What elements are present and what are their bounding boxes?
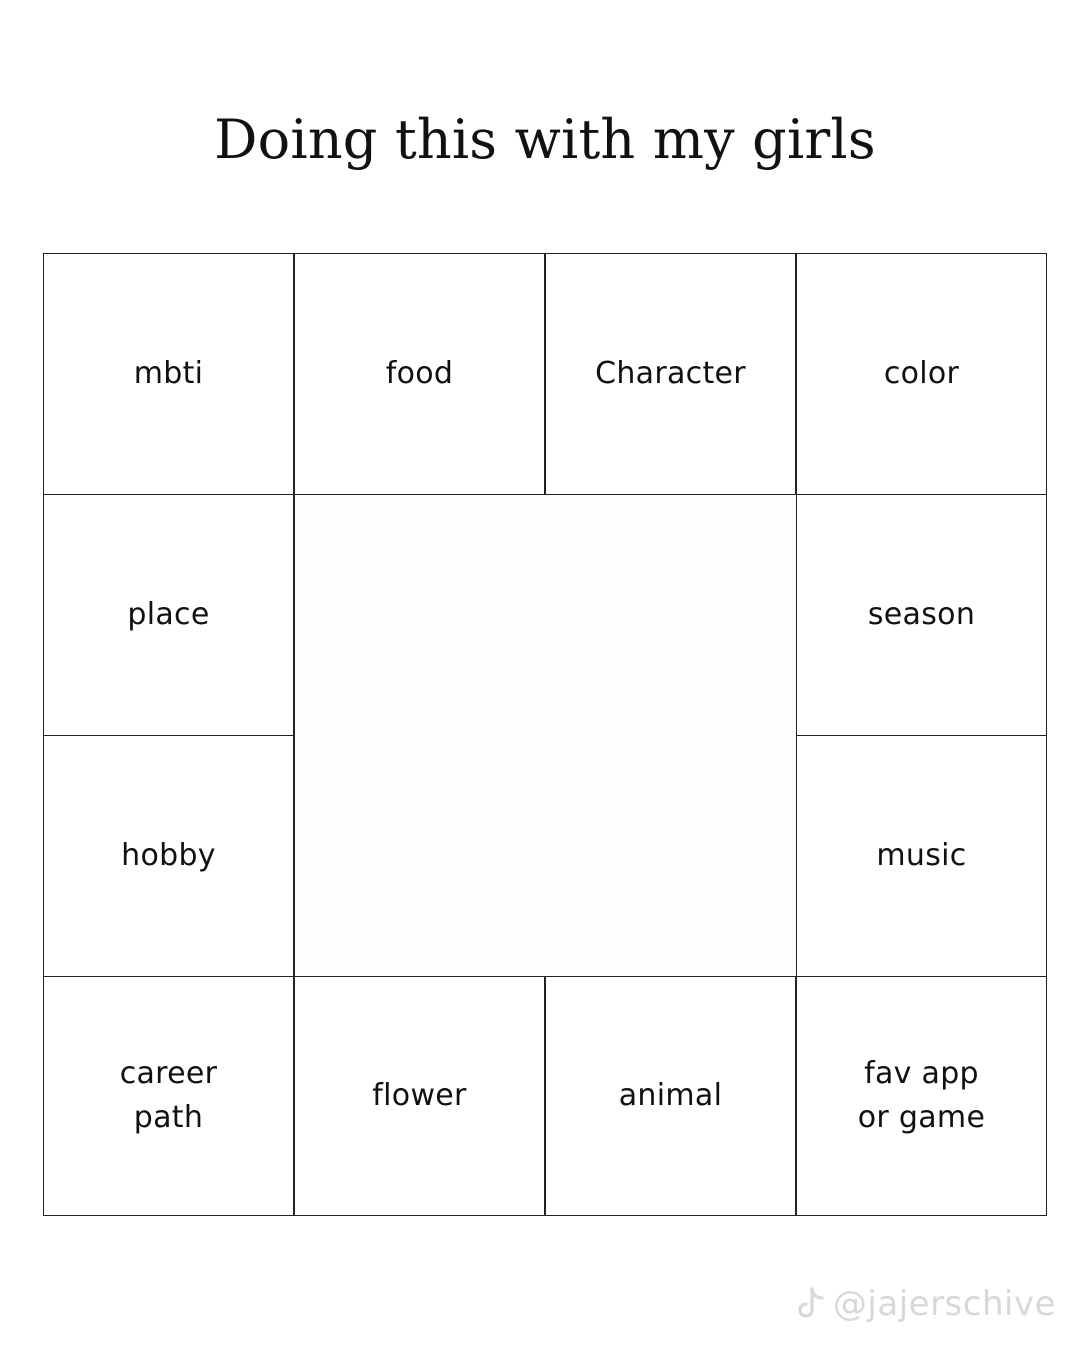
center-empty-area[interactable] bbox=[294, 494, 797, 978]
cell-label: place bbox=[127, 597, 210, 632]
cell-label: Character bbox=[595, 356, 746, 391]
cell-label: mbti bbox=[133, 356, 204, 391]
grid-cell-season[interactable] bbox=[796, 494, 1047, 736]
cell-label: music bbox=[876, 838, 967, 873]
grid-cell-career-path[interactable] bbox=[43, 976, 294, 1216]
tiktok-icon bbox=[795, 1287, 825, 1321]
grid-cell-mbti[interactable] bbox=[43, 253, 294, 495]
cell-label: season bbox=[867, 597, 976, 632]
cell-label: fav app or game bbox=[857, 1056, 986, 1135]
bingo-grid bbox=[43, 253, 1047, 1216]
grid-cell-animal[interactable] bbox=[545, 976, 796, 1216]
grid-cell-hobby[interactable] bbox=[43, 735, 294, 977]
cell-label: animal bbox=[618, 1078, 723, 1113]
page-title: Doing this with my girls bbox=[214, 108, 876, 171]
cell-label: food bbox=[385, 356, 454, 391]
cell-label: career path bbox=[119, 1056, 218, 1135]
grid-cell-music[interactable] bbox=[796, 735, 1047, 977]
grid-cell-place[interactable] bbox=[43, 494, 294, 736]
cell-label: color bbox=[883, 356, 960, 391]
watermark-handle: @jajerschive bbox=[832, 1284, 1056, 1324]
grid-cell-character[interactable] bbox=[545, 253, 796, 495]
cell-label: hobby bbox=[121, 838, 216, 873]
grid-cell-fav-app-or-game[interactable] bbox=[796, 976, 1047, 1216]
grid-cell-flower[interactable] bbox=[294, 976, 545, 1216]
grid-cell-color[interactable] bbox=[796, 253, 1047, 495]
cell-label: flower bbox=[372, 1078, 467, 1113]
grid-cell-food[interactable] bbox=[294, 253, 545, 495]
watermark bbox=[795, 1284, 1056, 1324]
